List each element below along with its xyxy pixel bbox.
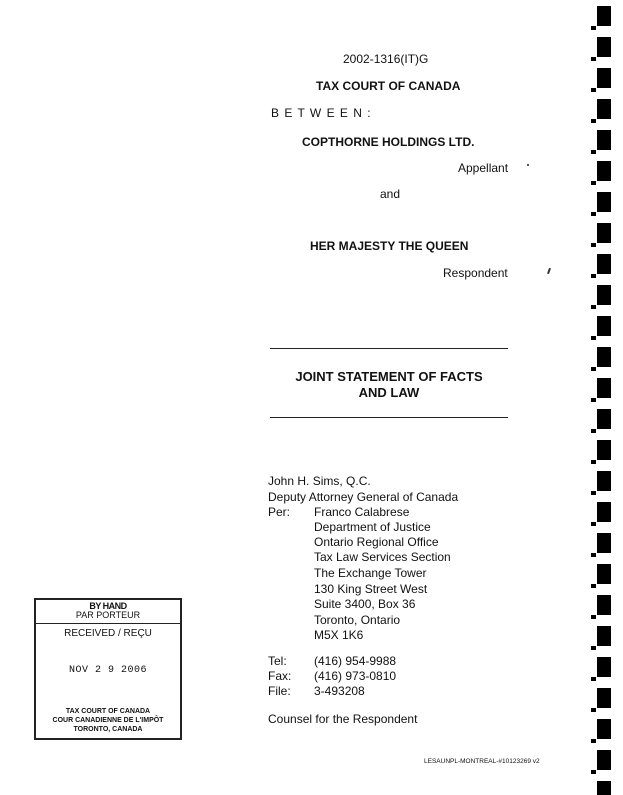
appellant-name: COPTHORNE HOLDINGS LTD.	[302, 135, 475, 149]
stamp-divider	[36, 623, 180, 624]
binding-tooth	[597, 254, 611, 274]
respondent-name: HER MAJESTY THE QUEEN	[310, 239, 469, 253]
binding-tooth	[597, 471, 611, 491]
binding-speck	[591, 367, 596, 371]
binding-speck	[591, 57, 596, 61]
stamp-court-fr: COUR CANADIENNE DE L'IMPÔT	[52, 717, 164, 724]
binding-speck	[591, 553, 596, 557]
binding-speck	[591, 739, 596, 743]
contact-label-fax: Fax:	[268, 669, 292, 683]
address-line: Tax Law Services Section	[314, 550, 451, 564]
binding-tooth	[597, 409, 611, 429]
between-label: B E T W E E N :	[271, 106, 372, 120]
received-stamp	[34, 598, 182, 740]
binding-speck	[591, 181, 596, 185]
address-line: 130 King Street West	[314, 582, 428, 596]
binding-tooth	[597, 192, 611, 212]
binding-speck	[591, 243, 596, 247]
contact-label-tel: Tel:	[268, 654, 287, 668]
address-line: Toronto, Ontario	[314, 613, 401, 627]
stamp-received: RECEIVED / REÇU	[64, 628, 152, 639]
document-reference: LESAUNPL-MONTREAL-#10123269 v2	[424, 758, 540, 765]
conjunction: and	[380, 187, 401, 201]
binding-tooth	[597, 533, 611, 553]
counsel-role: Counsel for the Respondent	[268, 712, 418, 726]
address-line: Suite 3400, Box 36	[314, 597, 416, 611]
binding-speck	[591, 677, 596, 681]
binding-speck	[591, 646, 596, 650]
comb-binding	[587, 0, 613, 795]
stamp-court-en: TAX COURT OF CANADA	[65, 708, 151, 715]
scan-speck	[547, 268, 551, 274]
stamp-date: NOV 2 9 2006	[68, 665, 147, 676]
binding-speck	[591, 584, 596, 588]
binding-tooth	[597, 502, 611, 522]
binding-speck	[591, 460, 596, 464]
title-top-rule	[270, 348, 508, 349]
binding-tooth	[597, 440, 611, 460]
binding-tooth	[597, 781, 611, 795]
contact-label-file: File:	[268, 684, 291, 698]
binding-speck	[591, 274, 596, 278]
binding-tooth	[597, 595, 611, 615]
court-name: TAX COURT OF CANADA	[316, 79, 461, 93]
binding-tooth	[597, 99, 611, 119]
scan-speck	[527, 164, 529, 166]
respondent-role: Respondent	[443, 266, 508, 280]
binding-tooth	[597, 37, 611, 57]
binding-tooth	[597, 223, 611, 243]
binding-tooth	[597, 750, 611, 770]
stamp-city: TORONTO, CANADA	[73, 726, 143, 733]
binding-tooth	[597, 316, 611, 336]
binding-tooth	[597, 657, 611, 677]
address-line: The Exchange Tower	[314, 566, 427, 580]
binding-tooth	[597, 347, 611, 367]
binding-speck	[591, 491, 596, 495]
binding-tooth	[597, 564, 611, 584]
binding-speck	[591, 26, 596, 30]
contact-value-tel: (416) 954-9988	[314, 654, 397, 668]
binding-speck	[591, 119, 596, 123]
binding-tooth	[597, 688, 611, 708]
binding-speck	[591, 398, 596, 402]
court-file-number: 2002-1316(IT)G	[343, 52, 429, 66]
binding-speck	[591, 522, 596, 526]
stamp-by-hand: BY HAND	[89, 601, 127, 611]
contact-value-file: 3-493208	[314, 684, 365, 698]
binding-speck	[591, 615, 596, 619]
binding-speck	[591, 88, 596, 92]
address-line: M5X 1K6	[314, 628, 364, 642]
binding-speck	[591, 429, 596, 433]
binding-tooth	[597, 6, 611, 26]
counsel-name: John H. Sims, Q.C.	[268, 474, 371, 488]
binding-speck	[591, 770, 596, 774]
binding-tooth	[597, 161, 611, 181]
per-label: Per:	[268, 505, 291, 519]
binding-speck	[591, 150, 596, 154]
counsel-title: Deputy Attorney General of Canada	[268, 490, 459, 504]
document-title-line2: AND LAW	[358, 385, 420, 400]
binding-speck	[591, 336, 596, 340]
binding-tooth	[597, 626, 611, 646]
stamp-par-porteur: PAR PORTEUR	[75, 610, 141, 620]
binding-tooth	[597, 68, 611, 88]
binding-speck	[591, 212, 596, 216]
address-line: Franco Calabrese	[314, 505, 410, 519]
binding-tooth	[597, 719, 611, 739]
binding-tooth	[597, 130, 611, 150]
binding-tooth	[597, 378, 611, 398]
binding-tooth	[597, 285, 611, 305]
binding-speck	[591, 708, 596, 712]
title-bottom-rule	[270, 417, 508, 418]
address-line: Department of Justice	[314, 520, 431, 534]
binding-speck	[591, 305, 596, 309]
appellant-role: Appellant	[458, 161, 509, 175]
address-line: Ontario Regional Office	[314, 535, 439, 549]
contact-value-fax: (416) 973-0810	[314, 669, 397, 683]
document-title-line1: JOINT STATEMENT OF FACTS	[295, 369, 483, 384]
